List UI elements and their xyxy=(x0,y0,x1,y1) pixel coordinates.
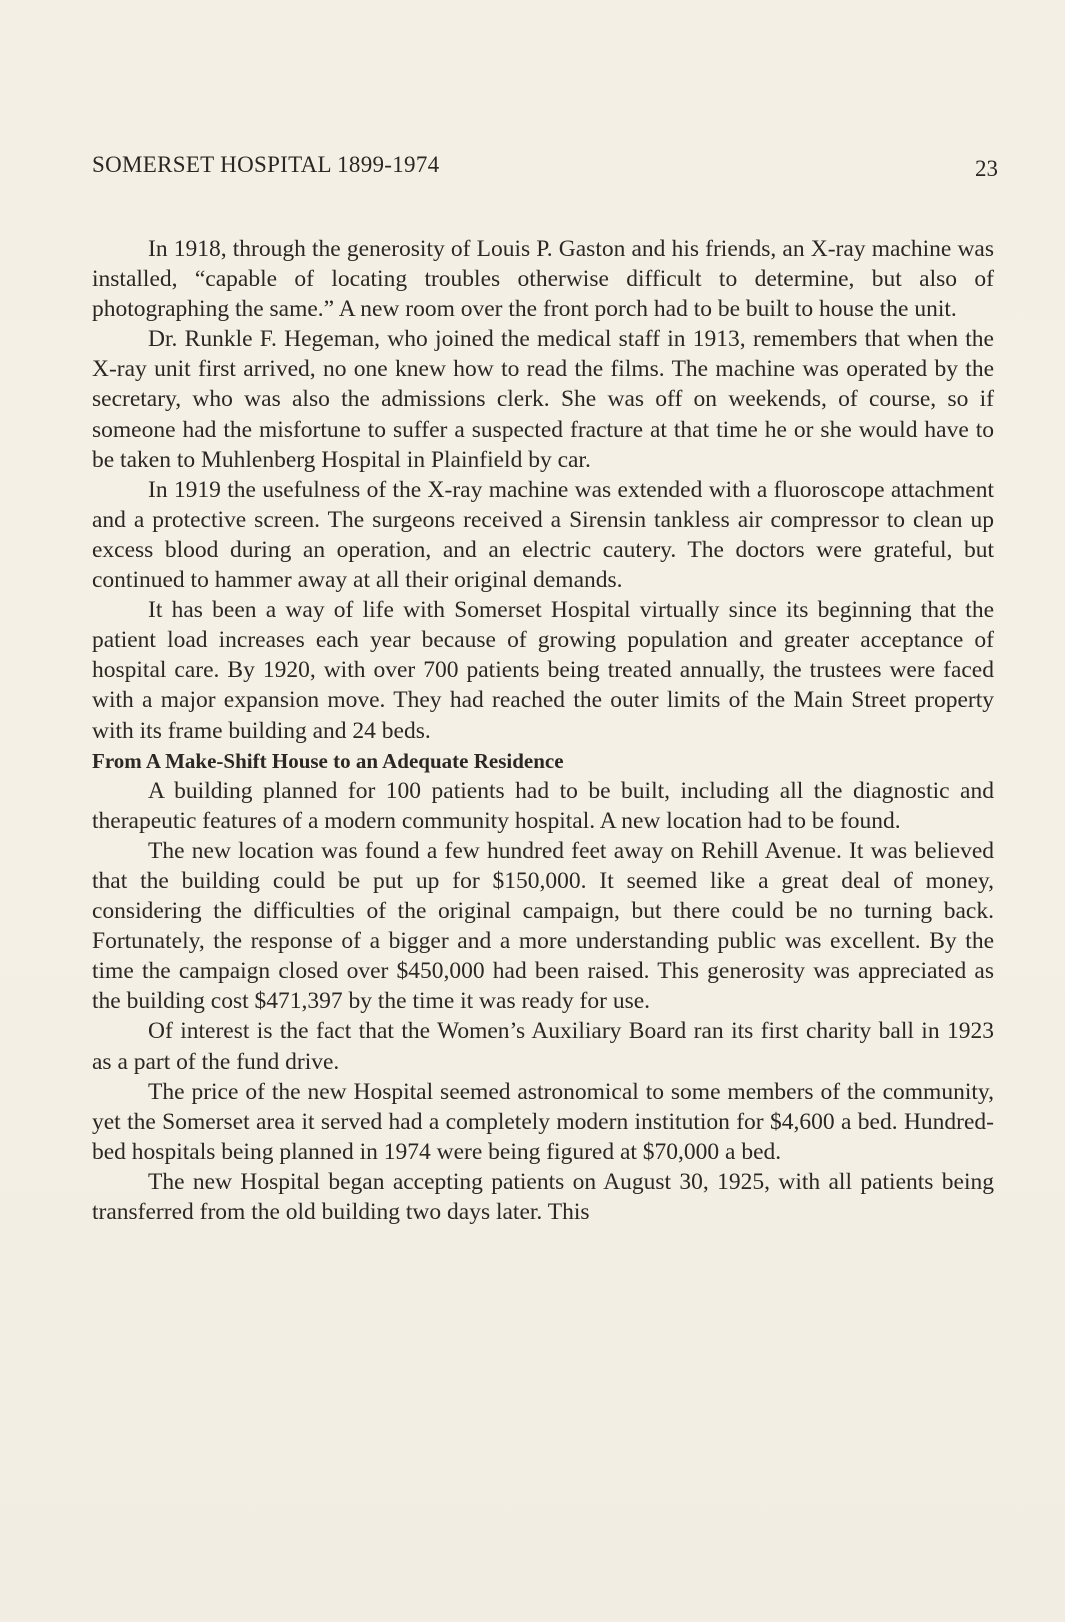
running-head: SOMERSET HOSPITAL 1899-1974 xyxy=(92,152,440,177)
body-text xyxy=(92,234,994,1227)
paragraph: The new Hospital began accepting patients on August 30, 1925, with all patients being transferred from the old building two days later. This xyxy=(92,1168,994,1225)
page-number: 23 xyxy=(975,156,998,181)
paragraph: In 1918, through the generosity of Louis P. Gaston and his friends, an X-ray machine was installed, “capable of locating troubles otherwise difficult to determine, but also of photographing the same.” A new room over the front porch had to be built to house the unit. xyxy=(92,236,994,323)
paragraph: In 1919 the usefulness of the X-ray machine was extended with a fluoroscope attachment and a protective screen. The surgeons received a Sirensin tankless air compressor to clean up excess blood during an operation, and an electric cautery. The doctors were grateful, but continued to hammer away at all their original demands. xyxy=(92,476,994,594)
paragraph: A building planned for 100 patients had to be built, including all the diagnostic and therapeutic features of a modern community hospital. A new location had to be found. xyxy=(92,777,994,834)
paragraph: The new location was found a few hundred feet away on Rehill Avenue. It was believed that the building could be put up for $150,000. It seemed like a great deal of money, considering the difficulties of the original campaign, but there could be no turning back. Fortunately, the response of a bigger and a more understanding public was excellent. By the time the campaign closed over $450,000 had been raised. This generosity was appreciated as the building cost $471,397 by the time it was ready for use. xyxy=(92,837,994,1015)
paragraph: Dr. Runkle F. Hegeman, who joined the medical staff in 1913, remembers that when the X-ray unit first arrived, no one knew how to read the films. The machine was operated by the secretary, who was also the admissions clerk. She was off on weekends, of course, so if someone had the misfortune to suffer a suspected fracture at that time he or she would have to be taken to Muhlenberg Hospital in Plainfield by car. xyxy=(92,326,994,473)
section-subheading: From A Make-Shift House to an Adequate Residence xyxy=(92,748,564,773)
paragraph: Of interest is the fact that the Women’s Auxiliary Board ran its first charity ball in 1923 as a part of the fund drive. xyxy=(92,1018,994,1075)
paragraph: The price of the new Hospital seemed astronomical to some members of the community, yet the Somerset area it served had a completely modern institution for $4,600 a bed. Hundred-bed hospitals being planned in 1974 were being figured at $70,000 a bed. xyxy=(92,1078,994,1165)
page-header xyxy=(92,152,998,192)
paragraph: It has been a way of life with Somerset Hospital virtually since its beginning that the patient load increases each year because of growing population and greater acceptance of hospital care. By 1920, with over 700 patients being treated annually, the trustees were faced with a major expansion move. They had reached the outer limits of the Main Street property with its frame building and 24 beds. xyxy=(92,597,994,744)
